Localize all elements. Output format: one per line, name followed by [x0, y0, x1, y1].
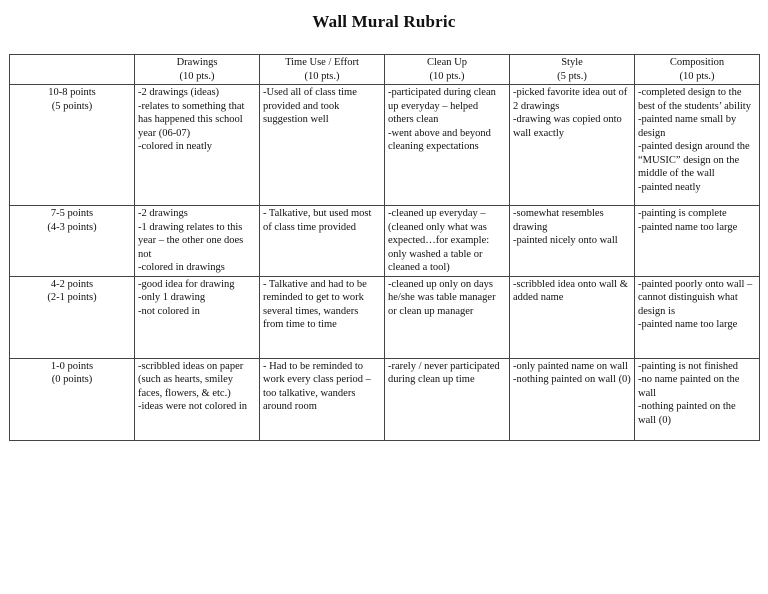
table-row — [10, 206, 760, 277]
table-cell: -completed design to the best of the students’ ability -painted name small by design -painted design around the “MUSIC” design on the middle of the wall -painted neatly — [635, 85, 760, 206]
table-cell: -good idea for drawing -only 1 drawing -not colored in — [135, 276, 260, 358]
table-cell: -somewhat resembles drawing -painted nicely onto wall — [510, 206, 635, 277]
column-header: Time Use / Effort (10 pts.) — [260, 55, 385, 85]
table-cell: - Talkative, but used most of class time provided — [260, 206, 385, 277]
table-cell: -scribbled ideas on paper (such as hearts, smiley faces, flowers, & etc.) -ideas were not colored in — [135, 358, 260, 440]
table-cell: -2 drawings -1 drawing relates to this year – the other one does not -colored in drawings — [135, 206, 260, 277]
table-cell: -cleaned up only on days he/she was table manager or clean up manager — [385, 276, 510, 358]
table-cell: -painting is not finished -no name painted on the wall -nothing painted on the wall (0) — [635, 358, 760, 440]
table-cell: -2 drawings (ideas) -relates to something that has happened this school year (06-07) -colored in neatly — [135, 85, 260, 206]
table-cell: -participated during clean up everyday – helped others clean -went above and beyond cleaning expectations — [385, 85, 510, 206]
table-cell: -cleaned up everyday – (cleaned only what was expected…for example: only washed a table or cleaned a tool) — [385, 206, 510, 277]
row-header: 4-2 points (2-1 points) — [10, 276, 135, 358]
table-cell: -rarely / never participated during clean up time — [385, 358, 510, 440]
rubric-table — [9, 54, 760, 441]
column-header: Style (5 pts.) — [510, 55, 635, 85]
header-row — [10, 55, 760, 85]
column-header: Drawings (10 pts.) — [135, 55, 260, 85]
table-cell: - Talkative and had to be reminded to get to work several times, wanders from time to time — [260, 276, 385, 358]
column-header: Clean Up (10 pts.) — [385, 55, 510, 85]
row-header: 10-8 points (5 points) — [10, 85, 135, 206]
table-cell: -Used all of class time provided and took suggestion well — [260, 85, 385, 206]
table-row — [10, 276, 760, 358]
table-cell: -picked favorite idea out of 2 drawings -drawing was copied onto wall exactly — [510, 85, 635, 206]
table-cell: -only painted name on wall -nothing painted on wall (0) — [510, 358, 635, 440]
row-header: 7-5 points (4-3 points) — [10, 206, 135, 277]
table-cell: -scribbled idea onto wall & added name — [510, 276, 635, 358]
row-header: 1-0 points (0 points) — [10, 358, 135, 440]
table-cell: - Had to be reminded to work every class period – too talkative, wanders around room — [260, 358, 385, 440]
page-title: Wall Mural Rubric — [312, 12, 456, 31]
table-cell: -painting is complete -painted name too large — [635, 206, 760, 277]
column-header: Composition (10 pts.) — [635, 55, 760, 85]
table-cell: -painted poorly onto wall – cannot distinguish what design is -painted name too large — [635, 276, 760, 358]
corner-cell — [10, 55, 135, 85]
table-row — [10, 85, 760, 206]
table-row — [10, 358, 760, 440]
